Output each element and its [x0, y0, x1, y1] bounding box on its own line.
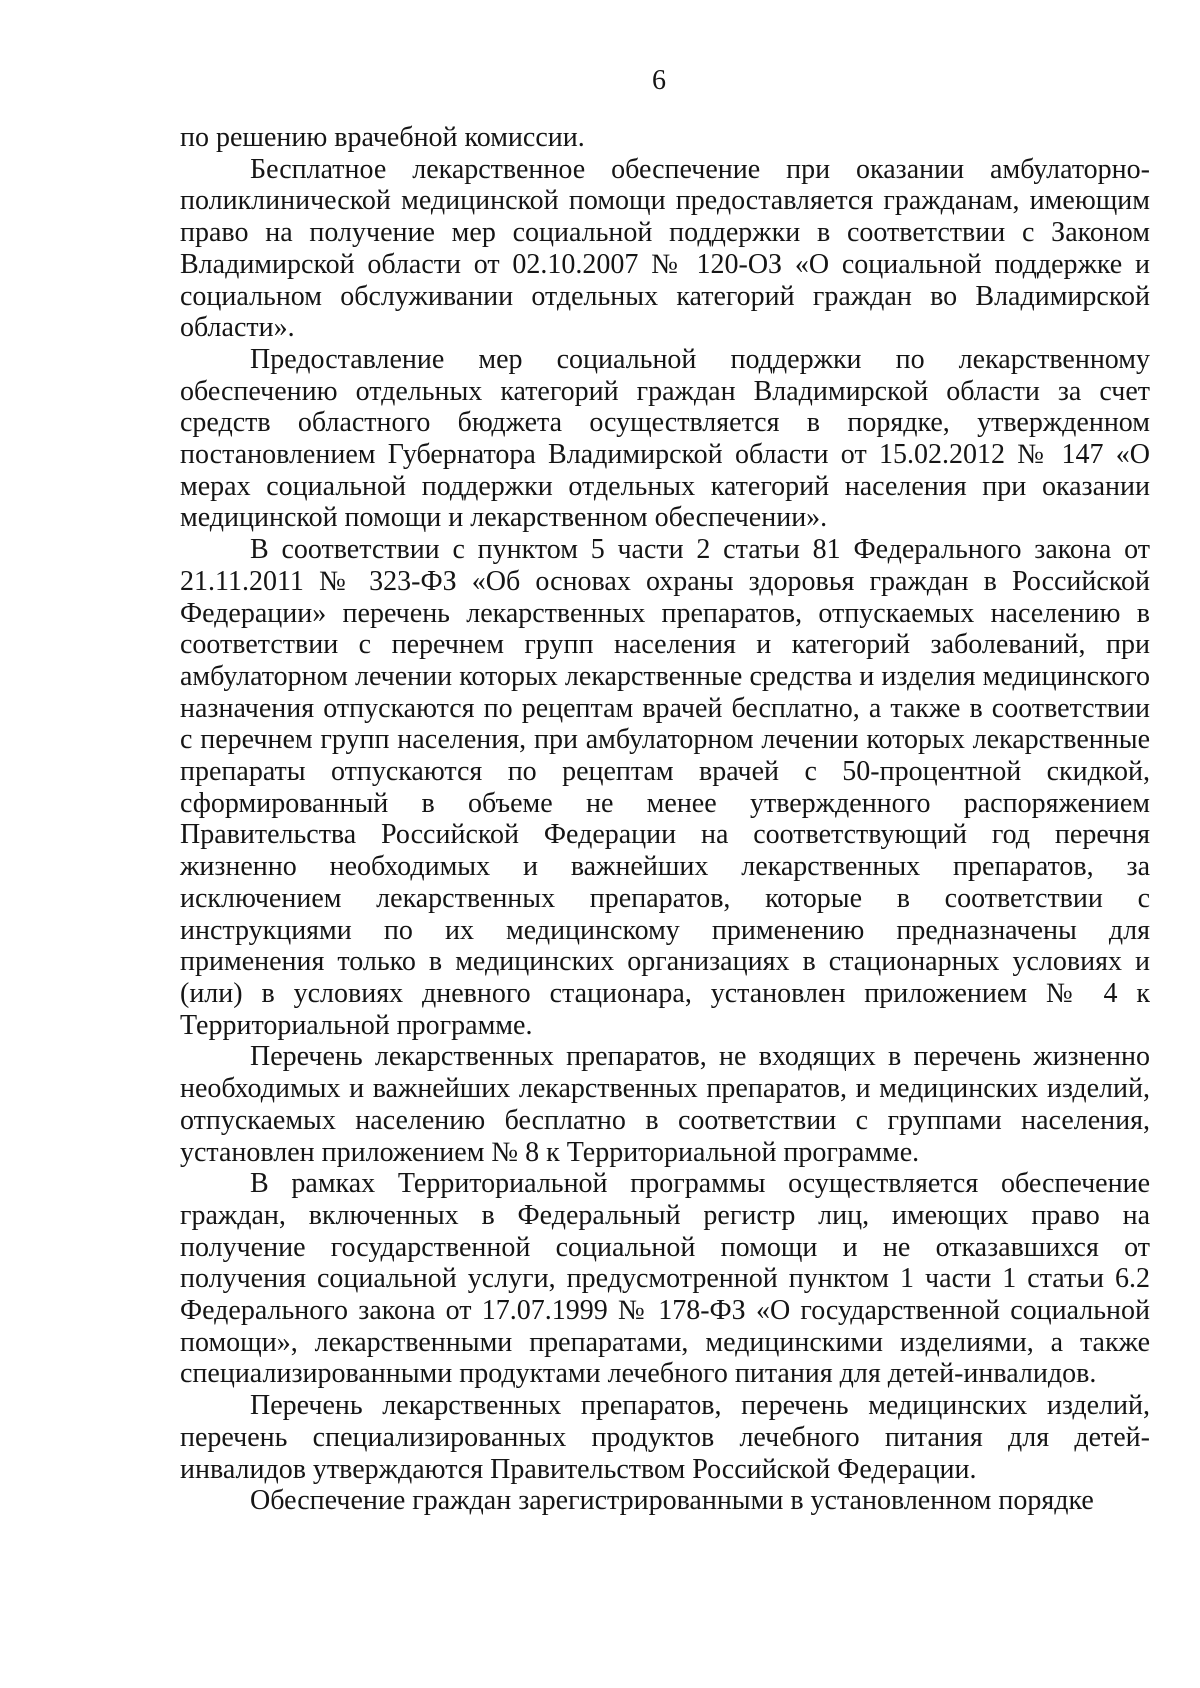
page-number: 6	[652, 65, 666, 96]
paragraph-federal-register: В рамках Территориальной программы осуществляется обеспечение граждан, включенных в Федеральный регистр лиц, имеющих право на получение государственной социальной помощи и не отказавшихся от получения социальной услуги, предусмотренной пунктом 1 части 1 статьи 6.2 Федерального закона от 17.07.1999 № 178-ФЗ «О государственной социальной помощи», лекарственными препаратами, медицинскими изделиями, а также специализированными продуктами лечебного питания для детей-инвалидов.	[180, 1168, 1150, 1390]
document-body	[180, 122, 1150, 1517]
paragraph-regional-support: Предоставление мер социальной поддержки по лекарственному обеспечению отдельных категорий граждан Владимирской области за счет средств областного бюджета осуществляется в порядке, утвержденном постановлением Губернатора Владимирской области от 15.02.2012 № 147 «О мерах социальной поддержки отдельных категорий населения при оказании медицинской помощи и лекарственном обеспечении».	[180, 343, 1150, 534]
paragraph-federal-law-list: В соответствии с пунктом 5 части 2 статьи 81 Федерального закона от 21.11.2011 № 323-ФЗ «Об основах охраны здоровья граждан в Российской Федерации» перечень лекарственных препаратов, отпускаемых населению в соответствии с перечнем групп населения и категорий заболеваний, при амбулаторном лечении которых лекарственные средства и изделия медицинского назначения отпускаются по рецептам врачей бесплатно, а также в соответствии с перечнем групп населения, при амбулаторном лечении которых лекарственные препараты отпускаются по рецептам врачей с 50-процентной скидкой, сформированный в объеме не менее утвержденного распоряжением Правительства Российской Федерации на соответствующий год перечня жизненно необходимых и важнейших лекарственных препаратов, за исключением лекарственных препаратов, которые в соответствии с инструкциями по их медицинскому применению предназначены для применения только в медицинских организациях в стационарных условиях и (или) в условиях дневного стационара, установлен приложением № 4 к Территориальной программе.	[180, 534, 1150, 1041]
paragraph-medicines-not-in-list: Перечень лекарственных препаратов, не входящих в перечень жизненно необходимых и важнейших лекарственных препаратов, и медицинских изделий, отпускаемых населению бесплатно в соответствии с группами населения, установлен приложением № 8 к Территориальной программе.	[180, 1041, 1150, 1168]
paragraph-registered-provision: Обеспечение граждан зарегистрированными в установленном порядке	[250, 1485, 1094, 1517]
paragraph-free-medicine-provision: Бесплатное лекарственное обеспечение при оказании амбулаторно-поликлинической медицинской помощи предоставляется гражданам, имеющим право на получение мер социальной поддержки в соответствии с Законом Владимирской области от 02.10.2007 № 120-ОЗ «О социальной поддержке и социальном обслуживании отдельных категорий граждан во Владимирской области».	[180, 153, 1150, 344]
paragraph-government-approval: Перечень лекарственных препаратов, перечень медицинских изделий, перечень специализированных продуктов лечебного питания для детей-инвалидов утверждаются Правительством Российской Федерации.	[180, 1390, 1150, 1485]
paragraph-continuation: по решению врачебной комиссии.	[180, 122, 585, 153]
